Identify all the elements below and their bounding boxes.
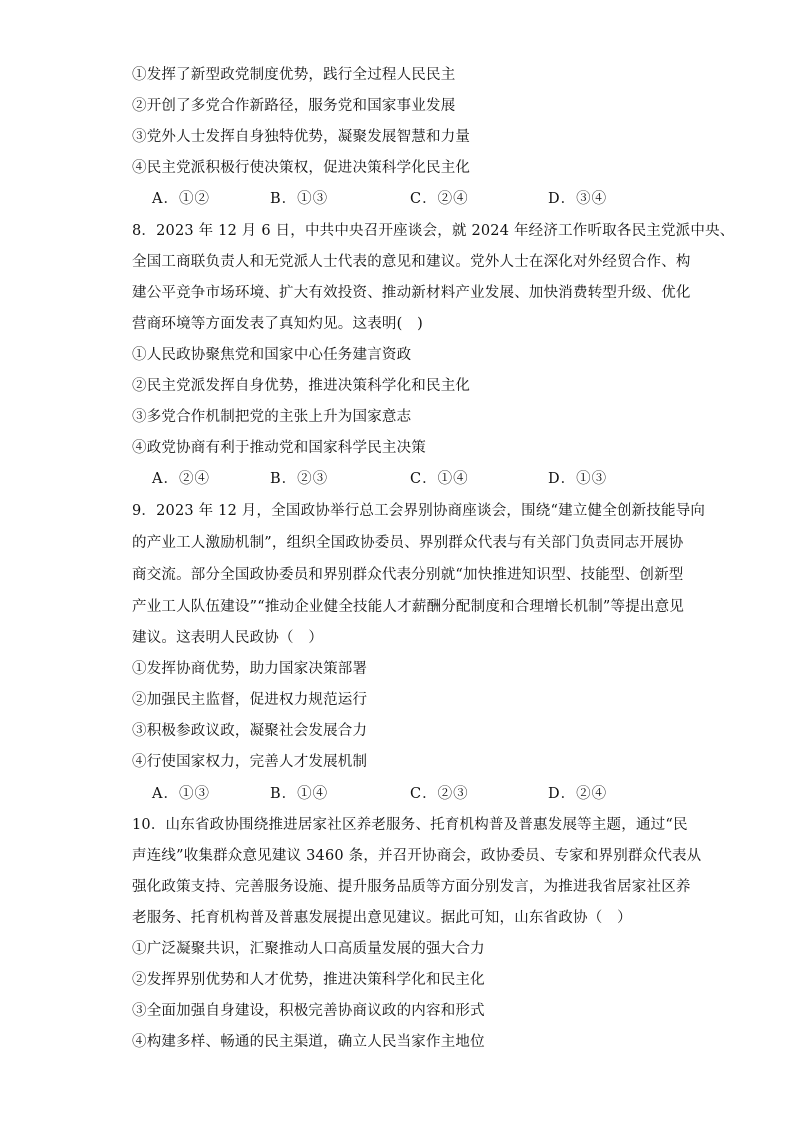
q8-option-b: B．②③	[270, 471, 329, 487]
q7-option-a: A．①②	[152, 191, 210, 207]
q8-stem-line-4: 营商环境等方面发表了真知灼见。这表明( )	[132, 316, 424, 332]
q9-stem-line-5: 建议。这表明人民政协（ ）	[132, 630, 324, 646]
q7-option-d: D．③④	[548, 191, 608, 207]
q9-statement-1: ①发挥协商优势，助力国家决策部署	[132, 661, 368, 677]
q8-statement-4: ④政党协商有利于推动党和国家科学民主决策	[132, 440, 426, 456]
q7-statement-3: ③党外人士发挥自身独特优势，凝聚发展智慧和力量	[132, 129, 471, 145]
q9-stem-line-2: 的产业工人激励机制”，组织全国政协委员、界别群众代表与有关部门负责同志开展协	[132, 535, 684, 551]
q10-statement-4: ④构建多样、畅通的民主渠道，确立人民当家作主地位	[132, 1034, 485, 1050]
q10-stem-line-1: 10．山东省政协围绕推进居家社区养老服务、托育机构普及普惠发展等主题，通过“民	[132, 817, 688, 833]
q7-statement-4: ④民主党派积极行使决策权，促进决策科学化民主化	[132, 160, 471, 176]
q9-stem-line-1: 9．2023 年 12 月，全国政协举行总工会界别协商座谈会，围绕“建立健全创新技能导向	[132, 503, 706, 519]
q10-statement-3: ③全面加强自身建设，积极完善协商议政的内容和形式	[132, 1003, 485, 1019]
q10-stem-line-2: 声连线”收集群众意见建议 3460 条，并召开协商会，政协委员、专家和界别群众代表从	[132, 848, 702, 864]
q9-stem-line-3: 商交流。部分全国政协委员和界别群众代表分别就“加快推进知识型、技能型、创新型	[132, 567, 684, 583]
q8-statement-1: ①人民政协聚焦党和国家中心任务建言资政	[132, 347, 412, 363]
q8-statement-3: ③多党合作机制把党的主张上升为国家意志	[132, 409, 412, 425]
q7-options	[152, 189, 672, 209]
q9-statement-2: ②加强民主监督，促进权力规范运行	[132, 692, 368, 708]
q8-options	[152, 469, 672, 489]
q8-statement-2: ②民主党派发挥自身优势，推进决策科学化和民主化	[132, 378, 471, 394]
q7-statement-1: ①发挥了新型政党制度优势，践行全过程人民民主	[132, 67, 456, 83]
q8-stem-line-1: 8．2023 年 12 月 6 日，中共中央召开座谈会，就 2024 年经济工作听取各民主党派中央、	[132, 223, 735, 239]
q9-statement-4: ④行使国家权力，完善人才发展机制	[132, 754, 368, 770]
q8-option-a: A．②④	[152, 471, 210, 487]
q10-statement-1: ①广泛凝聚共识，汇聚推动人口高质量发展的强大合力	[132, 941, 485, 957]
q9-option-a: A．①③	[152, 786, 210, 802]
q7-statement-2: ②开创了多党合作新路径，服务党和国家事业发展	[132, 98, 456, 114]
q9-option-b: B．①④	[270, 786, 329, 802]
q8-option-c: C．①④	[410, 471, 469, 487]
q9-options	[152, 784, 672, 804]
q7-option-c: C．②④	[410, 191, 469, 207]
q10-stem-line-3: 强化政策支持、完善服务设施、提升服务品质等方面分别发言，为推进我省居家社区养	[132, 879, 691, 895]
q9-option-d: D．②④	[548, 786, 608, 802]
q10-stem-line-4: 老服务、托育机构普及普惠发展提出意见建议。据此可知，山东省政协（ ）	[132, 910, 632, 926]
q9-statement-3: ③积极参政议政，凝聚社会发展合力	[132, 723, 368, 739]
q8-stem-line-3: 建公平竞争市场环境、扩大有效投资、推动新材料产业发展、加快消费转型升级、优化	[132, 285, 691, 301]
q8-option-d: D．①③	[548, 471, 608, 487]
q8-stem-line-2: 全国工商联负责人和无党派人士代表的意见和建议。党外人士在深化对外经贸合作、构	[132, 254, 691, 270]
q9-option-c: C．②③	[410, 786, 469, 802]
q7-option-b: B．①③	[270, 191, 329, 207]
q9-stem-line-4: 产业工人队伍建设”“推动企业健全技能人才薪酬分配制度和合理增长机制”等提出意见	[132, 599, 685, 615]
q10-statement-2: ②发挥界别优势和人才优势，推进决策科学化和民主化	[132, 972, 485, 988]
